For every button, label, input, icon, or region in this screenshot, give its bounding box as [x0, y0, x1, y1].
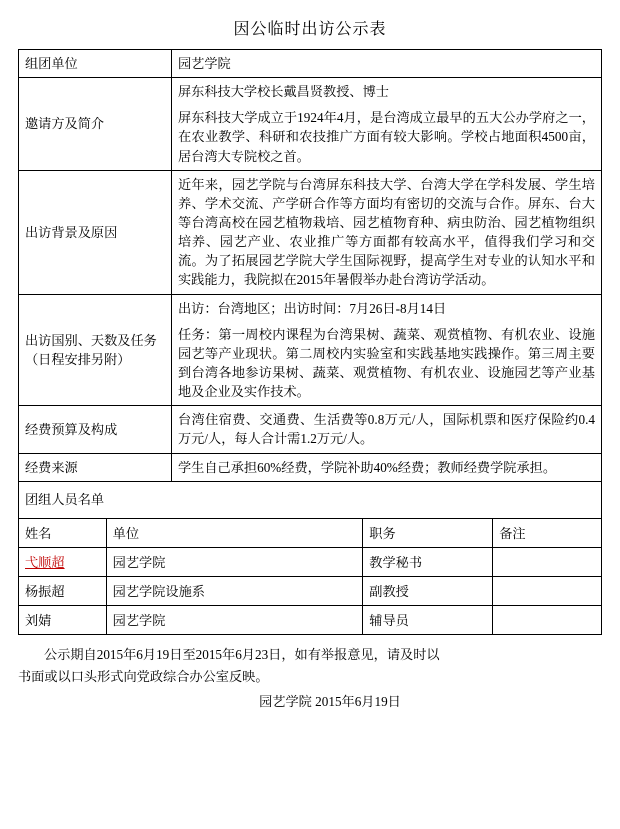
table-row — [19, 453, 602, 481]
table-row — [19, 481, 602, 518]
footer-notice — [18, 644, 602, 713]
row-value-destination — [172, 294, 602, 406]
notice-line-2: 书面或以口头形式向党政综合办公室反映。 — [18, 669, 269, 685]
table-row — [19, 576, 602, 605]
table-row — [19, 294, 602, 406]
cell-person-name: 杨振超 — [19, 576, 107, 605]
cell-person-post: 辅导员 — [363, 605, 493, 634]
cell-person-note — [493, 605, 602, 634]
paragraph: 台湾住宿费、交通费、生活费等0.8万元/人，国际机票和医疗保险约0.4万元/人，每人合计需1.2万元/人。 — [178, 412, 595, 447]
paragraph: 近年来，园艺学院与台湾屏东科技大学、台湾大学在学科发展、学生培养、学术交流、产学研合作等方面均有密切的交流与合作。屏东、台大等台湾高校在园艺植物栽培、园艺植物育种、病虫防治、园艺植物组织培养、园艺产业、农业推广等方面都有较高水平，值得我们学习和交流。为了拓展园艺学院大学生国际视野，提高学生对专业的认知水平和实践能力，我院拟在2015年暑假举办赴台湾访学活动。 — [178, 176, 595, 288]
row-value-inviter — [172, 78, 602, 171]
paragraph: 学生自己承担60%经费，学院补助40%经费；教师经费学院承担。 — [178, 459, 557, 475]
row-label-destination-main: 出访国别、天数及任务 — [25, 332, 157, 348]
cell-person-note — [493, 576, 602, 605]
table-header-row — [19, 518, 602, 547]
signature-unit: 园艺学院 — [259, 693, 312, 709]
table-row — [19, 406, 602, 453]
cell-person-note — [493, 547, 602, 576]
notice-line-1: 公示期自2015年6月19日至2015年6月23日，如有举报意见，请及时以 — [44, 646, 440, 662]
paragraph: 屏东科技大学校长戴昌贤教授、博士 — [178, 84, 389, 100]
paragraph: 屏东科技大学成立于1924年4月，是台湾成立最早的五大公办学府之一，在农业教学、科研和农技推广方面有较大影响。学校占地面积4500亩，居台湾大专院校之首。 — [178, 110, 595, 164]
row-label-inviter: 邀请方及简介 — [19, 78, 172, 171]
cell-person-unit: 园艺学院 — [106, 605, 363, 634]
row-label-budget: 经费预算及构成 — [19, 406, 172, 453]
row-value-funding-source — [172, 453, 602, 481]
cell-person-name: 刘婧 — [19, 605, 107, 634]
page-title: 因公临时出访公示表 — [233, 21, 387, 38]
people-table — [18, 518, 602, 635]
column-header-name: 姓名 — [19, 518, 107, 547]
table-row — [19, 547, 602, 576]
row-value-group-unit — [172, 50, 602, 78]
table-row — [19, 78, 602, 171]
paragraph: 园艺学院 — [178, 56, 231, 71]
table-row — [19, 50, 602, 78]
row-value-budget — [172, 406, 602, 453]
paragraph: 任务：第一周校内课程为台湾果树、蔬菜、观赏植物、有机农业、设施园艺等产业现状。第二周校内实验室和实践基地实践操作。第三周主要到台湾各地参访果树、蔬菜、观赏植物、有机农业、设施园艺等产业基地及企业及实作技术。 — [178, 326, 595, 400]
cell-person-name: 弋顺超 — [19, 547, 107, 576]
cell-person-unit: 园艺学院 — [106, 547, 363, 576]
signature-date: 2015年6月19日 — [315, 693, 401, 709]
signature-block — [18, 691, 602, 713]
cell-person-unit: 园艺学院设施系 — [106, 576, 363, 605]
row-label-destination — [19, 294, 172, 406]
row-value-background — [172, 170, 602, 294]
cell-person-post: 教学秘书 — [363, 547, 493, 576]
main-info-table — [18, 49, 602, 519]
row-label-group-unit: 组团单位 — [19, 50, 172, 78]
table-row — [19, 170, 602, 294]
row-label-background: 出访背景及原因 — [19, 170, 172, 294]
paragraph: 出访：台湾地区；出访时间：7月26日-8月14日 — [178, 300, 447, 316]
table-row — [19, 605, 602, 634]
column-header-unit: 单位 — [106, 518, 363, 547]
row-label-namelist: 团组人员名单 — [19, 481, 602, 518]
row-label-destination-sub: （日程安排另附） — [25, 351, 131, 367]
column-header-note: 备注 — [493, 518, 602, 547]
column-header-post: 职务 — [363, 518, 493, 547]
cell-person-post: 副教授 — [363, 576, 493, 605]
row-label-funding-source: 经费来源 — [19, 453, 172, 481]
